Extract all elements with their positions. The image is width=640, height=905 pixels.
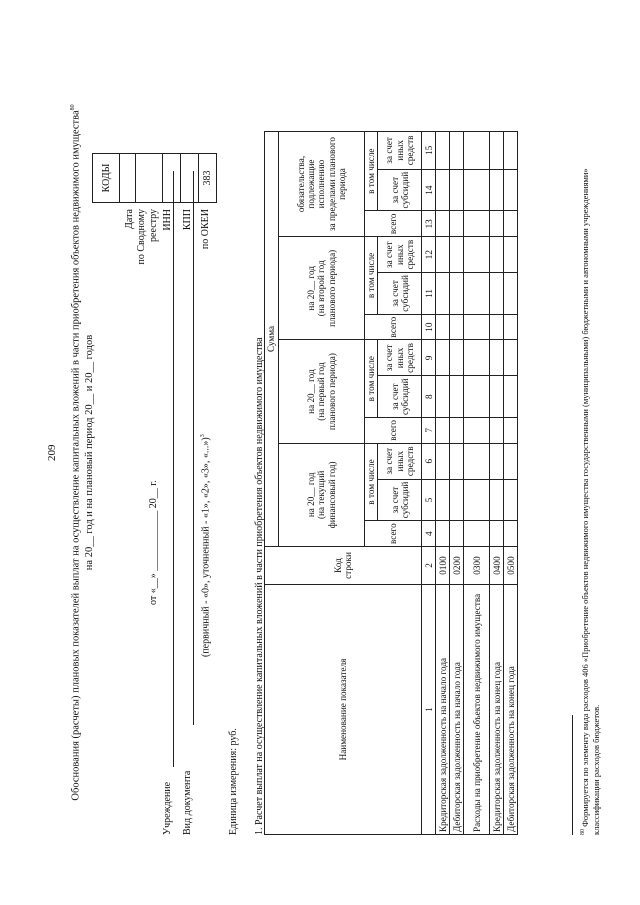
- footnote-divider: [572, 715, 573, 835]
- row-code: 0100: [436, 547, 450, 585]
- header-other: за счет иных средств: [378, 443, 422, 479]
- doc-type-label: Вид документа: [182, 770, 193, 835]
- row-name: Дебиторская задолженность на начало года: [450, 585, 464, 835]
- table-row: [504, 131, 518, 834]
- value-cell[interactable]: [504, 314, 518, 340]
- footnote: $^{80}$ Формируется по элементу вида расходов 406 «Приобретение объектов недвижимого имущества государственными (муниципальными) бюджетными и автономными учреждениями»: [579, 168, 590, 835]
- value-cell[interactable]: [436, 479, 450, 521]
- institution-label: Учреждение: [162, 781, 173, 835]
- table-row: [490, 131, 504, 834]
- header-total: всего: [365, 418, 422, 444]
- row-name: Дебиторская задолженность на конец года: [504, 585, 518, 835]
- col-number: 4: [422, 521, 436, 547]
- header-subsidy: за счет субсидий: [378, 376, 422, 418]
- value-cell[interactable]: [490, 237, 504, 273]
- value-cell[interactable]: [436, 521, 450, 547]
- row-name: Расходы на приобретение объектов недвижимого имущества: [464, 585, 490, 835]
- value-cell[interactable]: [436, 376, 450, 418]
- value-cell[interactable]: [464, 237, 490, 273]
- codes-table: [92, 153, 217, 203]
- codes-label-okei: по ОКЕИ: [200, 209, 211, 250]
- col-number: 14: [422, 169, 436, 211]
- value-cell[interactable]: [436, 443, 450, 479]
- header-period-second: на 20__ год (на второй год планового периода): [279, 237, 365, 340]
- row-code: 0500: [504, 547, 518, 585]
- row-name: Кредиторская задолженность на начало года: [436, 585, 450, 835]
- header-period-current: на 20__ год (на текущий финансовый год): [279, 443, 365, 546]
- col-number: 5: [422, 479, 436, 521]
- value-cell[interactable]: [450, 131, 464, 169]
- doc-type-field[interactable]: [193, 171, 194, 725]
- table-row: [450, 131, 464, 834]
- value-cell[interactable]: [504, 443, 518, 479]
- codes-date-cell[interactable]: [120, 154, 136, 203]
- value-cell[interactable]: [450, 443, 464, 479]
- col-number: 11: [422, 273, 436, 315]
- header-incl: в том числе: [365, 340, 378, 418]
- table-row: [436, 131, 450, 834]
- value-cell[interactable]: [450, 273, 464, 315]
- codes-register-cell[interactable]: [136, 154, 163, 203]
- col-number: 6: [422, 443, 436, 479]
- header-incl: в том числе: [365, 443, 378, 521]
- col-number: 15: [422, 131, 436, 169]
- value-cell[interactable]: [504, 340, 518, 376]
- col-number: 8: [422, 376, 436, 418]
- header-subsidy: за счет субсидий: [378, 273, 422, 315]
- value-cell[interactable]: [490, 340, 504, 376]
- value-cell[interactable]: [504, 273, 518, 315]
- codes-label-register-2: реестру: [148, 209, 159, 242]
- header-period-first: на 20__ год (на первый год планового периода): [279, 340, 365, 443]
- header-total: всего: [365, 211, 422, 237]
- value-cell[interactable]: [436, 237, 450, 273]
- codes-label-kpp: КПП: [182, 209, 193, 231]
- header-total: всего: [365, 314, 422, 340]
- value-cell[interactable]: [464, 314, 490, 340]
- value-cell[interactable]: [464, 479, 490, 521]
- footnote-continuation: классификации расходов бюджетов.: [591, 704, 601, 835]
- value-cell[interactable]: [436, 314, 450, 340]
- header-period-obligations: обязательства, подлежащие исполнению за пределами планового периода: [279, 131, 365, 236]
- value-cell[interactable]: [490, 211, 504, 237]
- row-code: 0300: [464, 547, 490, 585]
- value-cell[interactable]: [504, 521, 518, 547]
- codes-label-inn: ИНН: [162, 209, 173, 231]
- value-cell[interactable]: [504, 131, 518, 169]
- col-number: 2: [422, 547, 436, 585]
- codes-header: КОДЫ: [93, 154, 120, 203]
- col-number: 10: [422, 314, 436, 340]
- col-number: 7: [422, 418, 436, 444]
- document-subtitle: на 20__ год и на плановый период 20__ и 20__ годов: [84, 334, 95, 571]
- value-cell[interactable]: [450, 237, 464, 273]
- codes-label-register-1: по Сводному: [136, 209, 147, 265]
- value-cell[interactable]: [504, 211, 518, 237]
- value-cell[interactable]: [464, 131, 490, 169]
- value-cell[interactable]: [504, 418, 518, 444]
- row-name: Кредиторская задолженность на конец года: [490, 585, 504, 835]
- value-cell[interactable]: [436, 273, 450, 315]
- header-total: всего: [365, 521, 422, 547]
- value-cell[interactable]: [504, 169, 518, 211]
- table-row: [464, 131, 490, 834]
- value-cell[interactable]: [490, 479, 504, 521]
- value-cell[interactable]: [504, 237, 518, 273]
- header-other: за счет иных средств: [378, 237, 422, 273]
- header-subsidy: за счет субсидий: [378, 479, 422, 521]
- value-cell[interactable]: [464, 443, 490, 479]
- value-cell[interactable]: [464, 169, 490, 211]
- doc-type-note: (первичный - «0», уточненный - «1», «2», «3», «...»)$^3$: [200, 434, 212, 657]
- header-subsidy: за счет субсидий: [378, 169, 422, 211]
- header-code: Код строки: [265, 547, 422, 585]
- value-cell[interactable]: [464, 521, 490, 547]
- value-cell[interactable]: [464, 376, 490, 418]
- codes-inn-cell[interactable]: [163, 154, 181, 203]
- value-cell[interactable]: [464, 211, 490, 237]
- value-cell[interactable]: [450, 211, 464, 237]
- value-cell[interactable]: [490, 131, 504, 169]
- header-other: за счет иных средств: [378, 131, 422, 169]
- value-cell[interactable]: [490, 443, 504, 479]
- value-cell[interactable]: [464, 273, 490, 315]
- header-sum: Сумма: [265, 131, 279, 546]
- unit-label: Единица измерения: руб.: [228, 728, 239, 835]
- value-cell[interactable]: [490, 169, 504, 211]
- value-cell[interactable]: [490, 376, 504, 418]
- value-cell[interactable]: [490, 273, 504, 315]
- main-table: [264, 131, 518, 835]
- document-title: Обоснования (расчеты) плановых показателей выплат на осуществление капитальных вложений в части приобретения объектов недвижимого имущества$^{80}$: [70, 104, 82, 801]
- value-cell[interactable]: [450, 376, 464, 418]
- institution-field[interactable]: [173, 171, 174, 767]
- value-cell[interactable]: [450, 169, 464, 211]
- value-cell[interactable]: [436, 131, 450, 169]
- codes-okei-cell[interactable]: 383: [199, 154, 217, 203]
- col-number: 9: [422, 340, 436, 376]
- title-footnote-mark: 80: [70, 104, 76, 111]
- codes-kpp-cell[interactable]: [181, 154, 199, 203]
- row-code: 0200: [450, 547, 464, 585]
- value-cell[interactable]: [450, 479, 464, 521]
- value-cell[interactable]: [490, 314, 504, 340]
- date-line: от «__» ____________ 20__ г.: [148, 480, 159, 605]
- value-cell[interactable]: [504, 479, 518, 521]
- value-cell[interactable]: [450, 340, 464, 376]
- section-title: 1. Расчет выплат на осуществление капитальных вложений в части приобретения объектов недвижимого имущества: [254, 337, 265, 835]
- value-cell[interactable]: [490, 418, 504, 444]
- value-cell[interactable]: [504, 376, 518, 418]
- row-code: 0400: [490, 547, 504, 585]
- page-number: 209: [46, 444, 58, 461]
- value-cell[interactable]: [464, 418, 490, 444]
- col-number: 12: [422, 237, 436, 273]
- codes-label-date: Дата: [124, 209, 135, 229]
- header-incl: в том числе: [365, 237, 378, 315]
- value-cell[interactable]: [450, 418, 464, 444]
- value-cell[interactable]: [464, 340, 490, 376]
- header-indicator: Наименование показателя: [265, 585, 422, 835]
- value-cell[interactable]: [450, 314, 464, 340]
- value-cell[interactable]: [436, 211, 450, 237]
- value-cell[interactable]: [490, 521, 504, 547]
- col-number: 1: [422, 585, 436, 835]
- header-other: за счет иных средств: [378, 340, 422, 376]
- header-incl: в том числе: [365, 131, 378, 211]
- value-cell[interactable]: [450, 521, 464, 547]
- value-cell[interactable]: [436, 418, 450, 444]
- value-cell[interactable]: [436, 340, 450, 376]
- value-cell[interactable]: [436, 169, 450, 211]
- col-number: 13: [422, 211, 436, 237]
